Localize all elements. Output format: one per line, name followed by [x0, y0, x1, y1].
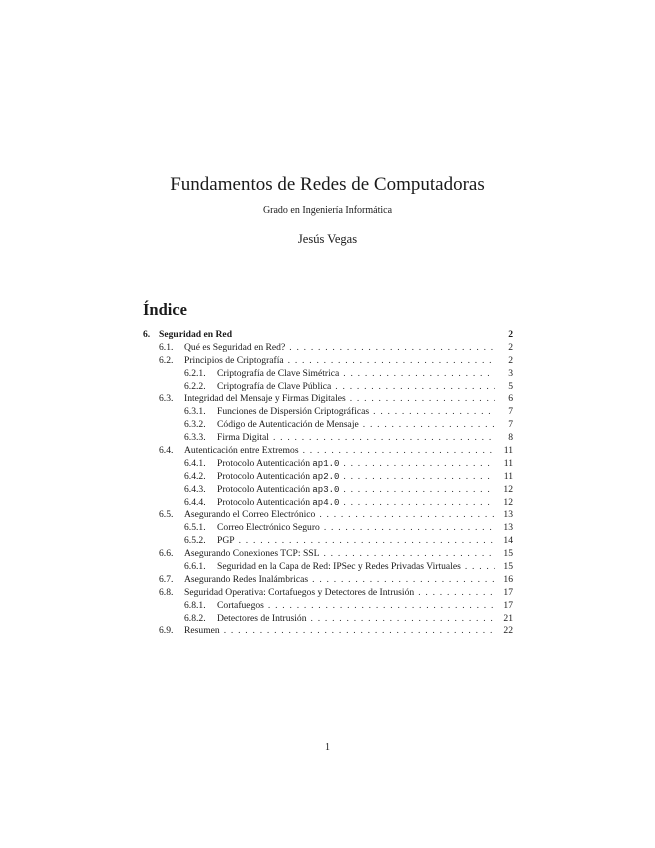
toc-entry-title-text: Qué es Seguridad en Red? [184, 341, 286, 353]
toc-leader-dots [343, 471, 495, 484]
toc-entry-title-text: Criptografía de Clave Pública [217, 380, 332, 392]
toc-entry-title [217, 497, 339, 510]
toc-entry[interactable] [143, 561, 513, 574]
toc-entry-code: ap2.0 [312, 471, 340, 482]
toc-entry-number: 6.6.1. [184, 561, 206, 573]
toc-entry[interactable] [143, 471, 513, 484]
toc-entry-page: 12 [503, 483, 513, 495]
toc-entry-number: 6.2.2. [184, 380, 206, 392]
toc-entry[interactable] [143, 535, 513, 548]
toc-entry-title [184, 393, 346, 406]
toc-entry-page: 16 [503, 573, 513, 585]
toc-entry[interactable] [143, 587, 513, 600]
toc-entry-number: 6.6. [159, 548, 174, 560]
toc-entry-title [184, 509, 315, 522]
toc-entry-title [217, 471, 339, 484]
toc-entry-number: 6.9. [159, 625, 174, 637]
toc-leader-dots [350, 393, 495, 406]
toc-leader-dots [363, 419, 495, 432]
toc-entry[interactable] [143, 625, 513, 638]
toc-entry[interactable] [143, 458, 513, 471]
toc-entry-number: 6. [143, 329, 151, 340]
toc-leader-dots [239, 535, 495, 548]
toc-entry[interactable] [143, 509, 513, 522]
toc-entry-title-text: Seguridad en la Capa de Red: IPSec y Redes Privadas Virtuales [217, 561, 461, 573]
toc-entry[interactable] [143, 613, 513, 626]
toc-entry-title [217, 419, 359, 432]
toc-entry-number: 6.8. [159, 586, 174, 598]
toc-entry-title [217, 432, 269, 445]
toc-entry-title-text: PGP [217, 535, 235, 547]
toc-entry[interactable] [143, 497, 513, 510]
document-author: Jesús Vegas [297, 232, 358, 246]
toc-entry-title-text: Seguridad Operativa: Cortafuegos y Detectores de Intrusión [184, 586, 415, 598]
toc-entry-number: 6.4.2. [184, 470, 206, 482]
toc-entry[interactable] [143, 368, 513, 381]
toc-entry-number: 6.3.1. [184, 406, 206, 418]
toc-entry-title [217, 522, 320, 535]
toc-entry-number: 6.3. [159, 393, 174, 405]
toc-entry-number: 6.3.2. [184, 419, 206, 431]
toc-entry-page: 7 [508, 406, 513, 418]
toc-entry-number: 6.4.1. [184, 457, 206, 469]
toc-entry[interactable] [143, 419, 513, 432]
toc-entry-page: 2 [508, 341, 513, 353]
toc-entry-number: 6.2. [159, 354, 174, 366]
toc-entry-page: 14 [503, 535, 513, 547]
document-title: Fundamentos de Redes de Computadoras [170, 174, 485, 195]
toc-entry-title-text: Funciones de Dispersión Criptográficas [217, 406, 370, 418]
toc-entry-code: ap4.0 [312, 497, 340, 508]
toc-entry[interactable] [143, 406, 513, 419]
toc-entry-title-text: Asegurando Conexiones TCP: SSL [184, 548, 320, 560]
toc-entry[interactable] [143, 432, 513, 445]
toc-leader-dots [343, 497, 495, 510]
toc-leader-dots [324, 522, 495, 535]
toc-leader-dots [319, 509, 495, 522]
toc-entry-title [217, 535, 235, 548]
toc-entry-page: 22 [503, 625, 513, 637]
toc-leader-dots [288, 355, 495, 368]
toc-entry[interactable] [143, 393, 513, 406]
toc-entry-title [217, 561, 461, 574]
toc-entry-title-text: Criptografía de Clave Simétrica [217, 367, 340, 379]
toc-entry-page: 5 [508, 380, 513, 392]
toc-entry-page: 11 [503, 445, 513, 457]
toc-entry-number: 6.2.1. [184, 367, 206, 379]
toc-entry-page: 15 [503, 561, 513, 573]
toc-entry[interactable] [143, 484, 513, 497]
toc-entry-page: 21 [503, 612, 513, 624]
toc-entry-page: 17 [503, 599, 513, 611]
toc-leader-dots [311, 613, 495, 626]
toc-entry-number: 6.4.4. [184, 496, 206, 508]
toc-entry-title-text: Protocolo Autenticación [217, 457, 313, 469]
toc-entry-title-text: Correo Electrónico Seguro [217, 522, 320, 534]
toc-leader-dots [343, 458, 495, 471]
toc-entry-title [217, 368, 339, 381]
toc-entry-title [217, 613, 307, 626]
toc-entry-title-text: Código de Autenticación de Mensaje [217, 419, 359, 431]
toc-entry[interactable] [143, 342, 513, 355]
toc-entry-title-text: Protocolo Autenticación [217, 496, 313, 508]
toc-entry[interactable] [143, 574, 513, 587]
toc-entry-title-text: Firma Digital [217, 432, 269, 444]
toc-entry[interactable] [143, 548, 513, 561]
toc-entry-title [184, 548, 319, 561]
toc-leader-dots [465, 561, 495, 574]
toc-leader-dots [323, 548, 495, 561]
toc-entry[interactable] [143, 329, 513, 342]
toc-leader-dots [343, 368, 495, 381]
toc-entry-page: 2 [508, 354, 513, 366]
toc-entry-title [159, 329, 232, 342]
toc-entry[interactable] [143, 355, 513, 368]
toc-entry-title [184, 625, 220, 638]
toc-entry-title [184, 445, 299, 458]
toc-leader-dots [224, 625, 495, 638]
toc-entry-page: 13 [503, 522, 513, 534]
toc-entry-title-text: Detectores de Intrusión [217, 612, 307, 624]
toc-entry-title [184, 587, 414, 600]
toc-entry-number: 6.5. [159, 509, 174, 521]
toc-entry-title-text: Protocolo Autenticación [217, 470, 313, 482]
toc-entry-title-text: Asegurando el Correo Electrónico [184, 509, 316, 521]
toc-entry-title-text: Principios de Criptografía [184, 354, 284, 366]
toc-entry-title [217, 484, 339, 497]
toc-entry-page: 11 [503, 470, 513, 482]
toc-entry-title [217, 381, 331, 394]
toc-entry-title-text: Seguridad en Red [159, 329, 233, 340]
toc-entry-page: 2 [508, 329, 513, 340]
toc-entry-number: 6.4.3. [184, 483, 206, 495]
toc-entry-title [217, 458, 339, 471]
toc-entry-title [184, 574, 308, 587]
toc-entry-title-text: Resumen [184, 625, 220, 637]
toc-leader-dots [289, 342, 495, 355]
toc-entry[interactable] [143, 381, 513, 394]
toc-entry-page: 17 [503, 586, 513, 598]
toc-leader-dots [303, 445, 495, 458]
table-of-contents [143, 329, 513, 638]
toc-entry-page: 6 [508, 393, 513, 405]
toc-leader-dots [335, 381, 495, 394]
toc-entry-title [184, 342, 285, 355]
toc-leader-dots [268, 600, 495, 613]
toc-entry-page: 13 [503, 509, 513, 521]
document-subtitle: Grado en Ingeniería Informática [262, 205, 393, 216]
toc-leader-dots [273, 432, 495, 445]
toc-entry-page: 15 [503, 548, 513, 560]
toc-entry-number: 6.8.2. [184, 612, 206, 624]
toc-leader-dots [312, 574, 495, 587]
toc-entry-number: 6.7. [159, 573, 174, 585]
toc-leader-dots [373, 406, 495, 419]
toc-entry-code: ap3.0 [312, 484, 340, 495]
toc-entry[interactable] [143, 600, 513, 613]
toc-entry-title-text: Autenticación entre Extremos [184, 445, 299, 457]
toc-entry-page: 7 [508, 419, 513, 431]
toc-entry-page: 8 [508, 432, 513, 444]
toc-entry-page: 3 [508, 367, 513, 379]
toc-entry[interactable] [143, 445, 513, 458]
toc-entry-title-text: Protocolo Autenticación [217, 483, 313, 495]
toc-entry-page: 11 [503, 457, 513, 469]
toc-entry-number: 6.8.1. [184, 599, 206, 611]
toc-entry-number: 6.1. [159, 341, 174, 353]
page-number: 1 [325, 742, 330, 753]
toc-leader-dots [343, 484, 495, 497]
toc-entry-number: 6.4. [159, 445, 174, 457]
toc-entry-title-text: Cortafuegos [217, 599, 264, 611]
toc-entry-number: 6.3.3. [184, 432, 206, 444]
toc-entry[interactable] [143, 522, 513, 535]
toc-entry-title-text: Integridad del Mensaje y Firmas Digitales [184, 393, 346, 405]
toc-entry-title [217, 600, 264, 613]
toc-entry-code: ap1.0 [312, 458, 340, 469]
toc-entry-number: 6.5.2. [184, 535, 206, 547]
toc-entry-title [217, 406, 369, 419]
toc-entry-page: 12 [503, 496, 513, 508]
toc-entry-title-text: Asegurando Redes Inalámbricas [184, 573, 309, 585]
toc-leader-dots [418, 587, 495, 600]
index-heading: Índice [143, 300, 188, 319]
toc-entry-title [184, 355, 284, 368]
toc-entry-number: 6.5.1. [184, 522, 206, 534]
